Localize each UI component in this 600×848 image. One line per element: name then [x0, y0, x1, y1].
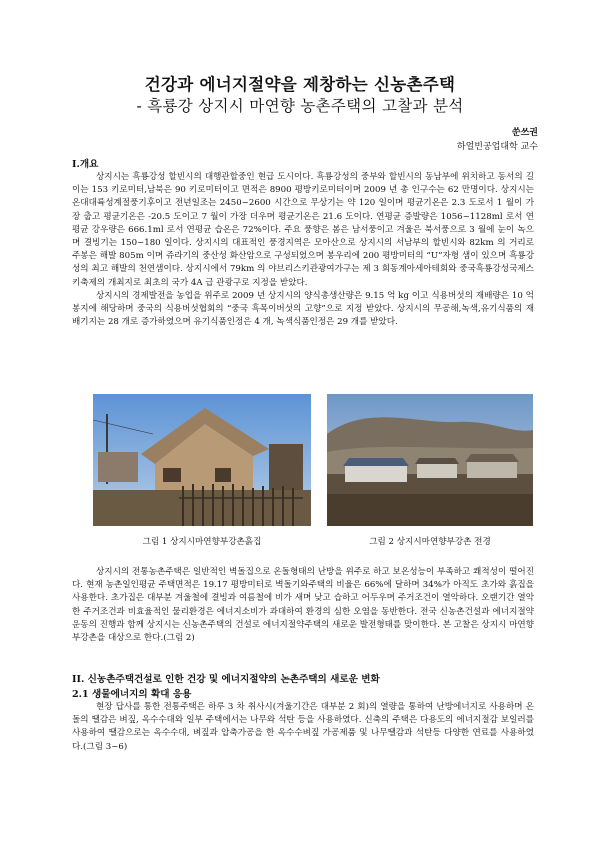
author-name: 쑨쓰권 [511, 128, 538, 138]
rural-housing-body [72, 566, 534, 645]
figure-2-photo [327, 394, 533, 526]
biomass-energy-body [72, 701, 534, 754]
section-heading-2: II. 신농촌주택건설로 인한 건강 및 에너지절약의 논촌주택의 새로운 변화 [72, 674, 380, 685]
figure-2-caption: 그림 2 상지시마연향부강촌 전경 [369, 537, 491, 547]
overview-body [72, 171, 534, 329]
figure-1-photo [93, 394, 311, 526]
figure-1-caption: 그림 1 상지시마연향부강촌흙집 [142, 537, 262, 547]
section-heading-overview: I.개요 [72, 159, 99, 170]
subsection-heading-2-1: 2.1 생물에너지의 확대 응용 [72, 689, 192, 700]
paragraph: 상지시의 경제발전을 농업을 위주로 2009 년 상지시의 양식총생산량은 9.15 억 kg 이고 식용버섯의 재배량은 10 억봉지에 해당하며 중국의 식용버섯협회의 “중국 흑목이버섯의 고향”으로 지정 받았다. 상지시의 무공해,녹색,유기식품의 재배기지는 28 개로 증가하였으며 유기식품인정은 4 개, 녹색식품인정은 29 개를 받았다. [72, 290, 534, 328]
author-block [457, 126, 538, 154]
paragraph: 현장 답사를 통한 전통주택은 하루 3 차 취사시(겨울기간은 대부분 2 회)의 열량을 통하여 난방에너지로 사용하며 온돌의 땔감은 벼짚, 옥수수대와 일부 주택에서는 나무와 석탄 등을 사용하였다. 신축의 주택은 다용도의 에너지절감 보일러를 사용하여 땔감으로는 옥수수대, 벼짚과 압축가공을 한 옥수수벼짚 가공제품 및 나무땔감과 석탄등 다양한 연료를 사용하였다.(그림 3~6) [72, 702, 534, 752]
document-subtitle: - 흑룡강 상지시 마연향 농촌주택의 고찰과 분석 [136, 97, 464, 115]
village-panorama-illustration [327, 394, 533, 526]
paragraph: 상지시는 흑룡강성 할빈시의 대행관할중인 현급 도시이다. 흑룡강성의 중부와 할빈시의 동남부에 위치하고 동서의 길이는 153 키로미터,남북은 90 키로미터이고 면적은 8900 평방키로미터이며 2009 년 총 인구수는 62 만명이다. 상지시는 온대대륙성계절풍기후이고 전년일조는 2450~2600 시간으로 무상기는 약 120 일이며 평균기온은 2.3 도로서 1 월이 가장 춥고 평균기온은 -20.5 도이고 7 월이 가장 더우며 평균기온은 21.6 도이다. 연평균 증발량은 1056~1128ml 로서 연평균 강우량은 666.1ml 로서 연평균 습온은 72%이다. 주요 풍향은 봄은 남서풍이고 겨울은 북서풍으로 3 월에 눈이 녹으며 결빙기는 150~180 일이다. 상지시의 대표적인 풍경지역은 모아산으로 상지시의 서남부의 할빈시와 82km 의 거리로 주봉은 해발 805m 이며 쥬라기의 중산성 화산암으로 구성되었으며 봉우리에 200 평방미터의 “U”자형 샘이 있으며 흑룡강성의 최고 해발의 천연샘이다. 상지시에서 79km 의 야브리스키관광여가구는 제 3 회동계아세아테회와 중국흑룡강성국제스키축제의 개최지로 최초의 국가 4A 급 관광구로 지정을 받았다. [72, 172, 534, 288]
author-affiliation: 하얼빈공업대학 교수 [456, 142, 538, 152]
earthen-house-illustration [93, 394, 311, 526]
document-title: 건강과 에너지절약을 제창하는 신농촌주택 [144, 75, 456, 94]
paragraph: 상지시의 전통농촌주택은 일반적인 벽돌집으로 온돌형태의 난방을 위주로 하고 보온성능이 부족하고 쾌적성이 떨어진다. 현재 농촌일인평균 주택면적은 19.17 평방미터로 벽돌기와주택의 비율은 66%에 달하며 34%가 아직도 초가와 흙집을 사용한다. 초가집은 대부분 겨울철에 결빙과 여름철에 비가 새며 낮고 습하고 어두우며 주거조건이 열악하다. 오랜기간 열악한 주거조건과 비효율적인 물리환경은 에너지소비가 과대하여 환경의 심한 오염을 동반한다. 전국 신농촌건설과 에너지절약운동의 진행과 함께 상지시는 신농촌주택의 건설로 에너지절약주택의 새로운 발전형태를 맞이한다. 본 고찰은 상지시 마연향 부강촌을 대상으로 한다.(그림 2) [72, 567, 534, 644]
